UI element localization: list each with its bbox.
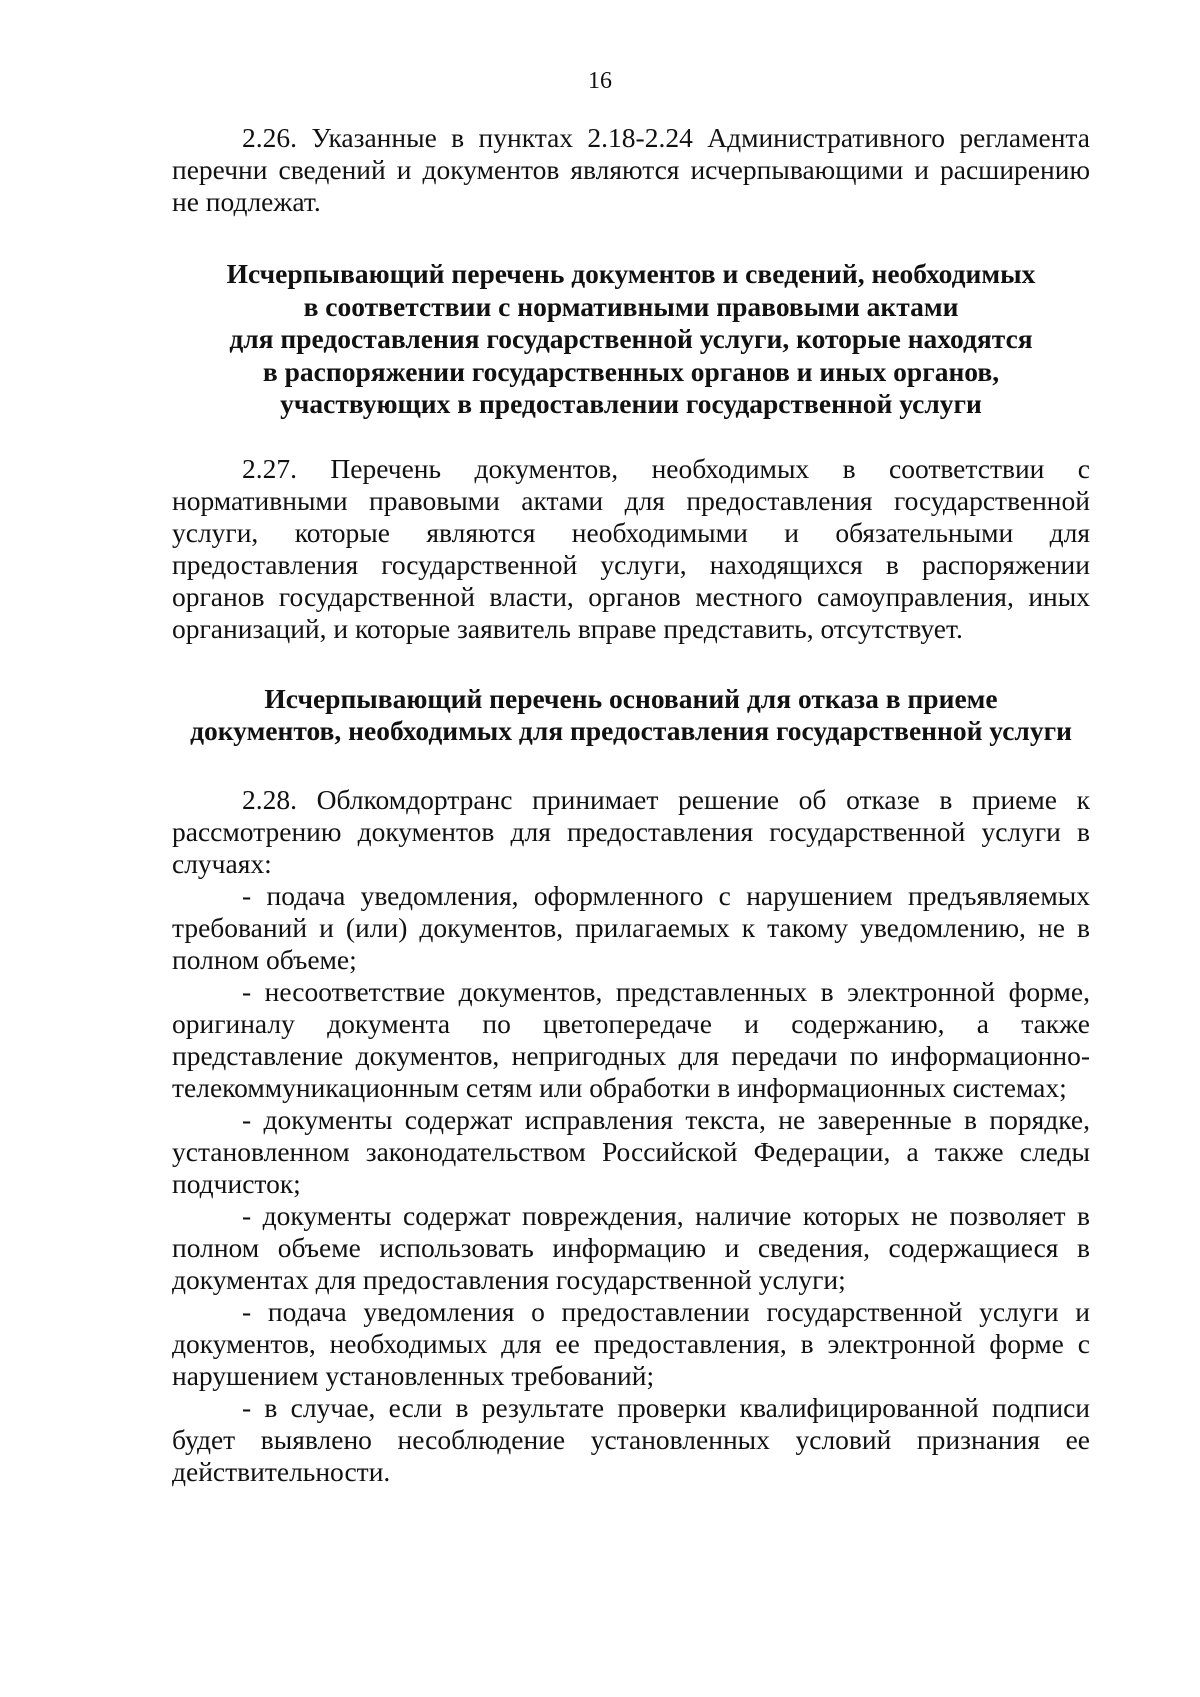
paragraph-2-26: 2.26. Указанные в пунктах 2.18-2.24 Административного регламента перечни сведений и документов являются исчерпывающими и расширению не подлежат. bbox=[172, 122, 1090, 217]
heading-line: в распоряжении государственных органов и иных органов, bbox=[262, 355, 1000, 387]
refusal-ground-item: - подача уведомления, оформленного с нарушением предъявляемых требований и (или) документов, прилагаемых к такому уведомлению, не в полном объеме; bbox=[172, 879, 1090, 975]
refusal-ground-item: - несоответствие документов, представленных в электронной форме, оригиналу документа по цветопередаче и содержанию, а также представление документов, непригодных для передачи по информационно-телекоммуникационным сетям или обработки в информационных системах; bbox=[172, 975, 1090, 1103]
heading-line: Исчерпывающий перечень документов и сведений, необходимых bbox=[226, 258, 1036, 289]
section-heading-refusal-grounds bbox=[172, 683, 1090, 748]
refusal-ground-item: - подача уведомления о предоставлении государственной услуги и документов, необходимых для ее предоставления, в электронной форме с нарушением установленных требований; bbox=[172, 1295, 1090, 1391]
page-content bbox=[172, 122, 1090, 1488]
paragraph-2-27: 2.27. Перечень документов, необходимых в соответствии с нормативными правовыми актами для предоставления государственной услуги, которые являются необходимыми и обязательными для предоставления государственной услуги, находящихся в распоряжении органов государственной власти, органов местного самоуправления, иных организаций, и которые заявитель вправе представить, отсутствует. bbox=[172, 452, 1090, 644]
heading-line: участвующих в предоставлении государственной услуги bbox=[280, 388, 982, 419]
refusal-ground-item: - документы содержат исправления текста, не заверенные в порядке, установленном законодательством Российской Федерации, а также следы подчисток; bbox=[172, 1103, 1090, 1199]
heading-line: Исчерпывающий перечень оснований для отказа в приеме bbox=[264, 682, 998, 714]
heading-line: документов, необходимых для предоставления государственной услуги bbox=[190, 715, 1072, 746]
refusal-ground-item: - в случае, если в результате проверки квалифицированной подписи будет выявлено несоблюдение установленных условий признания ее действительности. bbox=[172, 1391, 1090, 1487]
section-heading-documents-in-possession bbox=[172, 258, 1090, 421]
refusal-ground-item: - документы содержат повреждения, наличие которых не позволяет в полном объеме использовать информацию и сведения, содержащиеся в документах для предоставления государственной услуги; bbox=[172, 1199, 1090, 1295]
heading-line: для предоставления государственной услуги, которые находятся bbox=[229, 323, 1033, 354]
paragraph-2-28-intro: 2.28. Облкомдортранс принимает решение об отказе в приеме к рассмотрению документов для предоставления государственной услуги в случаях: bbox=[172, 783, 1090, 879]
page-number: 16 bbox=[588, 68, 612, 94]
heading-line: в соответствии с нормативными правовыми актами bbox=[303, 290, 959, 322]
